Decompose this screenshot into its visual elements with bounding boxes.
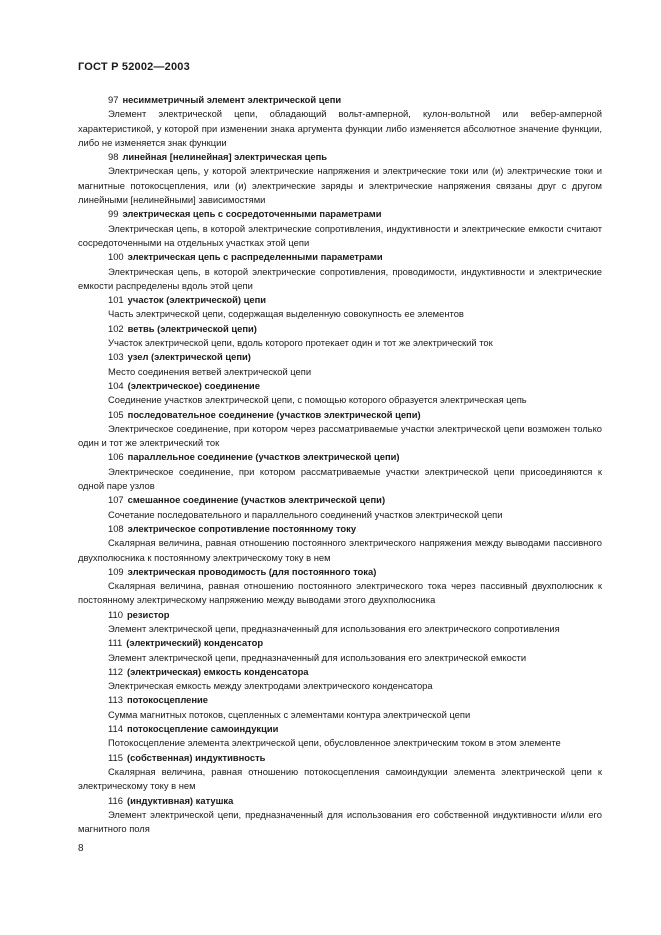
term-number: 105: [108, 408, 124, 420]
term-heading: [78, 565, 602, 579]
term-title: участок (электрической) цепи: [127, 294, 267, 306]
term-definition: Участок электрической цепи, вдоль которого протекает один и тот же электрический ток: [108, 337, 493, 349]
term-number: 116: [108, 794, 123, 806]
term-definition: Потокосцепление элемента электрической цепи, обусловленное электрическим током в этом элементе: [108, 737, 561, 749]
term-heading: [78, 150, 602, 164]
term-definition: Элемент электрической цепи, обладающий вольт-амперной, кулон-вольтной или вебер-амперной характеристикой, у которой при изменении знака аргумента функции либо изменяется абсолютное значение функции, либо не изменяется знак функции: [78, 108, 602, 148]
page-number: 8: [78, 843, 84, 854]
term-definition: Место соединения ветвей электрической цепи: [108, 365, 312, 377]
term-title: параллельное соединение (участков электрической цепи): [127, 451, 400, 463]
term-definition: Скалярная величина, равная отношению потокосцепления самоиндукции элемента электрической цепи к электрическому току в нем: [78, 765, 602, 792]
term-number: 111: [108, 637, 123, 649]
term-heading: [78, 794, 602, 808]
term-title: (электрический) конденсатор: [126, 637, 264, 649]
term-title: ветвь (электрической цепи): [127, 322, 257, 334]
term-number: 115: [108, 751, 123, 763]
term-definition: Электрическая цепь, в которой электрические сопротивления, проводимости, индуктивности и электрические емкости распределены вдоль этой цепи: [78, 265, 602, 291]
term-number: 108: [108, 522, 124, 534]
term-title: последовательное соединение (участков электрической цепи): [127, 408, 421, 420]
term-number: 103: [108, 351, 124, 363]
term-number: 97: [108, 94, 119, 105]
term-heading: [78, 693, 602, 707]
term-title: (индуктивная) катушка: [126, 794, 234, 806]
term-heading: [78, 450, 602, 464]
term-title: (электрическое) соединение: [127, 379, 260, 391]
document-header: ГОСТ Р 52002—2003: [78, 61, 190, 73]
term-heading: [78, 608, 602, 622]
term-number: 106: [108, 451, 124, 463]
term-title: резистор: [126, 608, 170, 620]
term-heading: [78, 522, 602, 536]
term-definition: Элемент электрической цепи, предназначенный для использования его электрического сопротивления: [108, 622, 560, 634]
term-heading: [78, 93, 602, 107]
term-number: 113: [108, 694, 123, 706]
term-number: 98: [108, 151, 119, 163]
term-heading: [78, 379, 602, 393]
term-definition: Электрическая цепь, у которой электрические напряжения и электрические токи или (и) электрические токи и магнитные потокосцепления, или (и) электрические заряды и электрические напряжения связаны друг с другом линейными [нелинейными] зависимостями: [78, 165, 602, 206]
term-heading: [78, 322, 602, 336]
term-heading: [78, 636, 602, 650]
term-title: (электрическая) емкость конденсатора: [126, 665, 309, 677]
term-definition: Скалярная величина, равная отношению постоянного электрического тока через пассивный двухполюсник к постоянному электрическому напряжению между выводами этого двухполюсника: [78, 580, 602, 606]
term-definition: Часть электрической цепи, содержащая выделенную совокупность ее элементов: [108, 308, 464, 320]
term-definition: Сочетание последовательного и параллельного соединений участков электрической цепи: [108, 508, 503, 520]
term-definition: Сумма магнитных потоков, сцепленных с элементами контура электрической цепи: [108, 708, 471, 720]
term-definition: Электрическая емкость между электродами электрического конденсатора: [108, 680, 433, 692]
term-definition: Элемент электрической цепи, предназначенный для использования его электрической емкости: [108, 651, 527, 663]
term-number: 100: [108, 251, 124, 263]
term-title: смешанное соединение (участков электрической цепи): [127, 494, 386, 506]
term-title: потокосцепление самоиндукции: [126, 723, 279, 735]
terms-list: [78, 93, 602, 836]
term-title: потокосцепление: [126, 694, 209, 706]
term-heading: [78, 293, 602, 307]
term-definition: Элемент электрической цепи, предназначенный для использования его собственной индуктивности и/или его магнитного поля: [78, 808, 602, 835]
term-heading: [78, 665, 602, 679]
term-heading: [78, 751, 602, 765]
term-title: электрическая цепь с сосредоточенными параметрами: [122, 208, 382, 220]
term-number: 107: [108, 494, 124, 506]
term-number: 104: [108, 379, 124, 391]
term-number: 114: [108, 723, 123, 735]
term-heading: [78, 250, 602, 264]
term-heading: [78, 207, 602, 221]
term-heading: [78, 493, 602, 507]
term-title: узел (электрической цепи): [127, 351, 251, 363]
term-definition: Электрическая цепь, в которой электрические сопротивления, индуктивности и электрические емкости считают сосредоточенными на отдельных участках этой цепи: [78, 222, 602, 248]
term-heading: [78, 722, 602, 736]
term-number: 101: [108, 294, 124, 306]
term-number: 102: [108, 322, 124, 334]
term-number: 110: [108, 608, 123, 620]
term-definition: Электрическое соединение, при котором рассматриваемые участки электрической цепи присоединяются к одной паре узлов: [78, 465, 602, 492]
term-definition: Скалярная величина, равная отношению постоянного электрического напряжения между выводами пассивного двухполюсника к постоянному электрическому току в нем: [78, 537, 602, 563]
term-title: линейная [нелинейная] электрическая цепь: [122, 151, 328, 163]
term-title: электрическая цепь с распределенными параметрами: [127, 251, 383, 263]
term-definition: Электрическое соединение, при котором через рассматриваемые участки электрической цепи возможен только один и тот же электрический ток: [78, 422, 602, 449]
term-number: 112: [108, 665, 123, 677]
term-definition: Соединение участков электрической цепи, с помощью которого образуется электрическая цепь: [108, 394, 527, 406]
term-number: 99: [108, 208, 119, 220]
term-number: 109: [108, 565, 124, 577]
term-title: (собственная) индуктивность: [126, 751, 266, 763]
term-title: электрическое сопротивление постоянному току: [127, 522, 357, 534]
term-heading: [78, 350, 602, 364]
term-title: электрическая проводимость (для постоянного тока): [127, 565, 377, 577]
term-heading: [78, 408, 602, 422]
term-title: несимметричный элемент электрической цепи: [122, 94, 342, 105]
